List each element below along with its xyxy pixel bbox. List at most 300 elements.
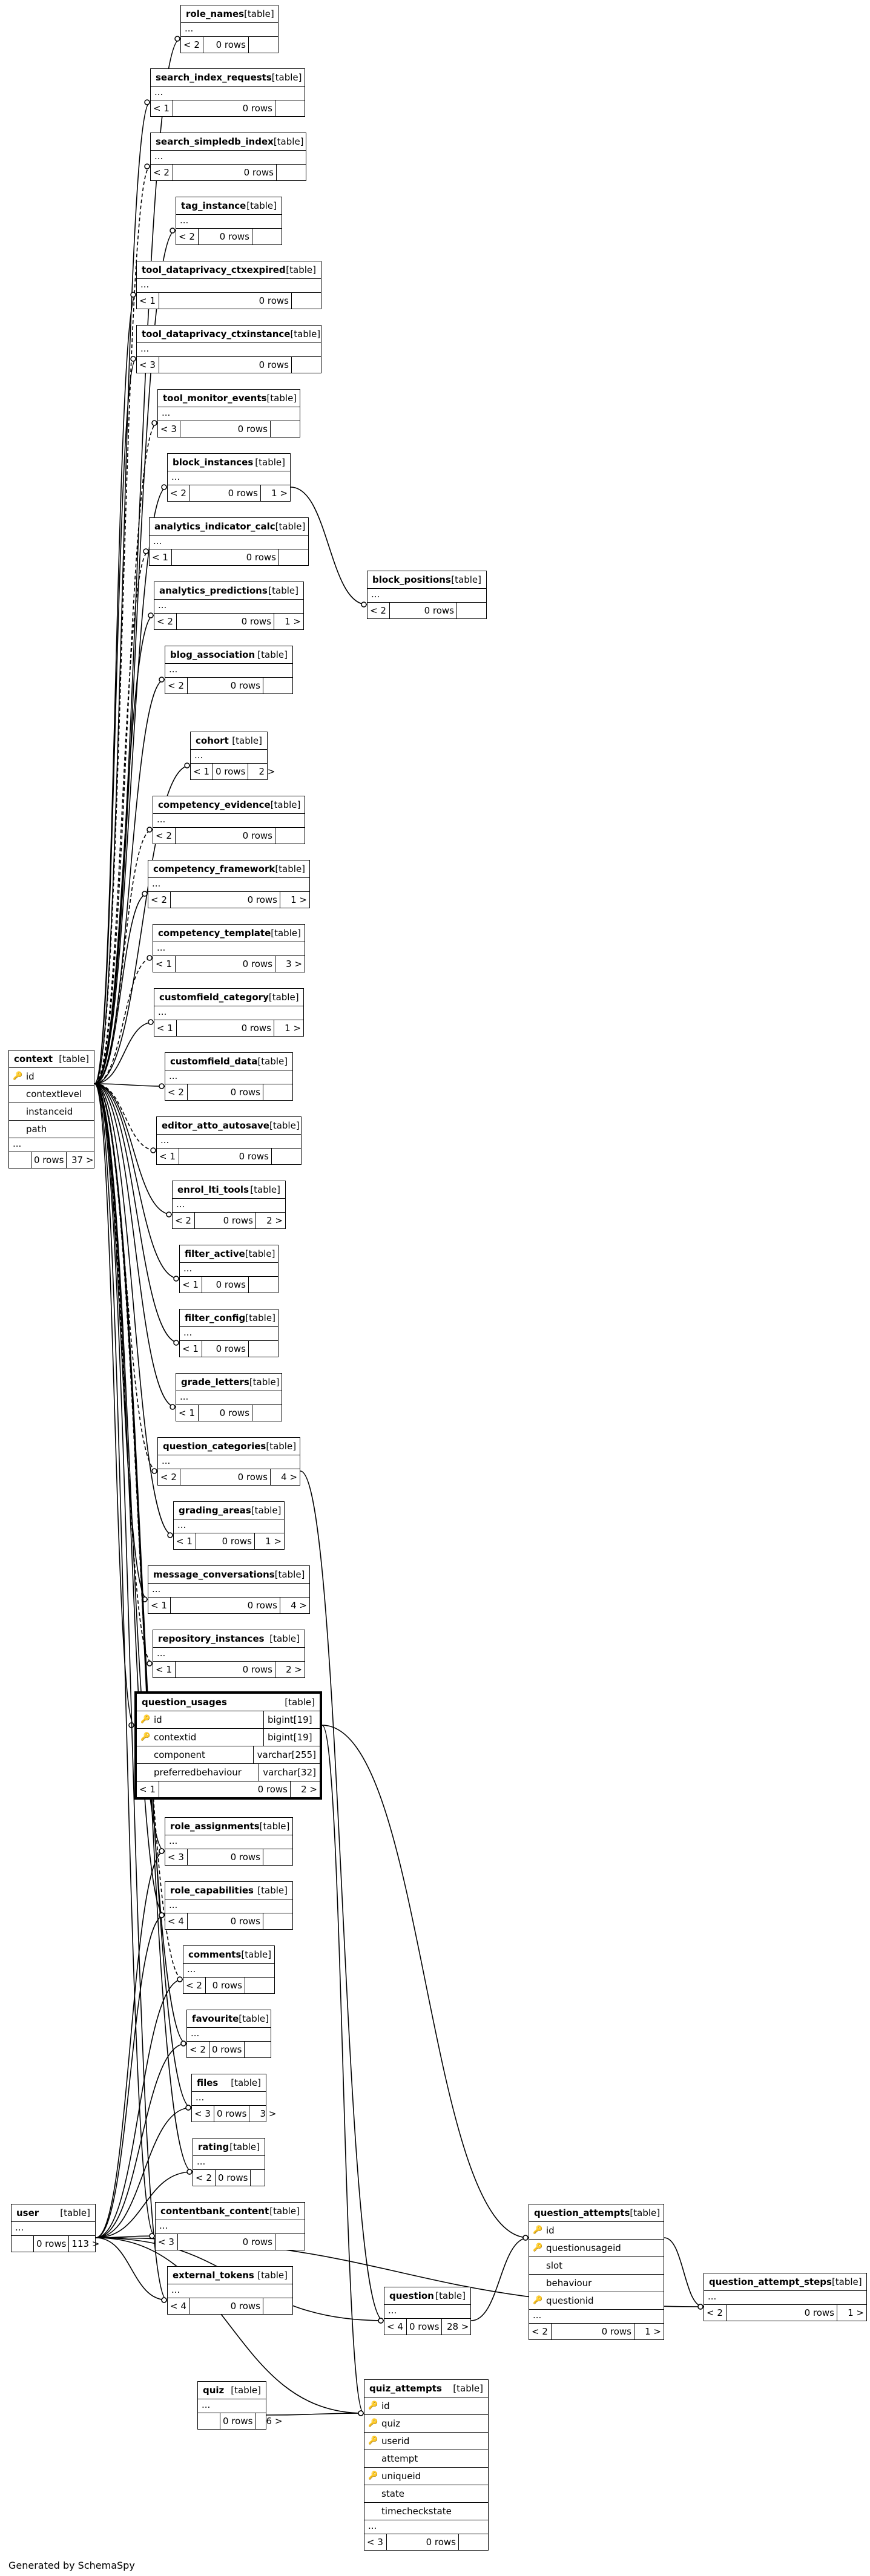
table-enrol-lti-tools[interactable] bbox=[172, 1181, 286, 1229]
table-search-index-requests[interactable] bbox=[150, 68, 305, 117]
table-competency-framework[interactable] bbox=[148, 860, 310, 908]
table-name: cohort bbox=[196, 735, 229, 746]
key-icon: 🔑 bbox=[533, 2226, 543, 2235]
table-block-positions[interactable] bbox=[367, 571, 487, 619]
table-name: quiz bbox=[203, 2385, 225, 2396]
row-count: 0 rows bbox=[199, 229, 252, 244]
table-header bbox=[150, 518, 308, 536]
table-footer bbox=[180, 1277, 278, 1293]
parents-count: < 4 bbox=[168, 2298, 190, 2314]
ellipsis: ... bbox=[154, 1006, 303, 1020]
relationship-endpoint bbox=[358, 2411, 363, 2416]
table-footer bbox=[384, 2319, 470, 2335]
column-type: varchar[32] bbox=[259, 1764, 320, 1781]
table-header bbox=[367, 571, 486, 589]
table-name: filter_config bbox=[185, 1313, 246, 1323]
table-name: rating bbox=[198, 2142, 229, 2152]
relationship-endpoint bbox=[142, 891, 147, 896]
column-name: userid bbox=[381, 2436, 410, 2447]
key-icon: 🔑 bbox=[13, 1072, 23, 1081]
table-name: role_assignments bbox=[170, 1821, 260, 1832]
row-count: 0 rows bbox=[171, 1598, 280, 1613]
parents-count: < 2 bbox=[183, 1978, 206, 1993]
relationship-endpoint bbox=[361, 602, 366, 607]
relationship-user-role-capabilities bbox=[96, 1915, 165, 2238]
table-footer bbox=[180, 1341, 278, 1357]
ellipsis: ... bbox=[158, 1455, 300, 1469]
relationship-endpoint bbox=[174, 1340, 179, 1345]
column-name: timecheckstate bbox=[381, 2506, 452, 2517]
ellipsis: ... bbox=[157, 1135, 301, 1149]
table-name: editor_atto_autosave bbox=[162, 1120, 269, 1131]
ellipsis: ... bbox=[174, 1519, 284, 1533]
parents-count: < 3 bbox=[137, 357, 159, 373]
table-kind: [table] bbox=[275, 521, 306, 532]
table-name: search_index_requests bbox=[156, 72, 272, 83]
table-name: comments bbox=[188, 1949, 242, 1960]
ellipsis: ... bbox=[153, 942, 305, 956]
table-kind: [table] bbox=[285, 1697, 315, 1708]
table-quiz[interactable] bbox=[197, 2381, 283, 2430]
table-footer bbox=[154, 614, 303, 629]
table-kind: [table] bbox=[435, 2290, 466, 2301]
key-icon: 🔑 bbox=[140, 1715, 151, 1724]
table-kind: [table] bbox=[271, 928, 301, 939]
table-competency-evidence[interactable] bbox=[153, 796, 305, 844]
table-name: customfield_category bbox=[159, 992, 269, 1003]
parents-count: < 1 bbox=[137, 293, 159, 309]
table-header bbox=[9, 1050, 94, 1068]
table-kind: [table] bbox=[232, 735, 262, 746]
table-footer bbox=[158, 1469, 300, 1485]
ellipsis: ... bbox=[180, 1263, 278, 1277]
parents-count: < 2 bbox=[154, 614, 177, 629]
ellipsis: ... bbox=[137, 279, 321, 293]
row-count: 0 rows bbox=[213, 764, 248, 779]
table-header bbox=[157, 1117, 301, 1135]
ellipsis: ... bbox=[153, 814, 305, 828]
table-footer bbox=[168, 2298, 292, 2314]
children-count bbox=[252, 229, 282, 244]
table-grade-letters[interactable] bbox=[176, 1373, 282, 1421]
column-row bbox=[364, 2433, 488, 2450]
parents-count: < 1 bbox=[154, 1020, 177, 1036]
table-question[interactable] bbox=[384, 2287, 471, 2335]
table-header bbox=[384, 2287, 470, 2305]
table-footer bbox=[165, 1913, 292, 1929]
table-kind: [table] bbox=[246, 200, 277, 211]
parents-count: < 1 bbox=[180, 1277, 202, 1293]
children-count bbox=[263, 1849, 292, 1865]
relationship-endpoint bbox=[159, 677, 164, 682]
table-name: external_tokens bbox=[173, 2270, 254, 2281]
children-count bbox=[263, 1084, 292, 1100]
ellipsis: ... bbox=[151, 87, 305, 100]
table-kind: [table] bbox=[60, 2207, 90, 2218]
table-kind: [table] bbox=[290, 329, 321, 339]
row-count: 0 rows bbox=[159, 357, 292, 373]
ellipsis: ... bbox=[529, 2310, 664, 2324]
row-count: 0 rows bbox=[171, 892, 280, 908]
column-type: bigint[19] bbox=[263, 1711, 320, 1728]
table-footer bbox=[157, 1149, 301, 1164]
table-footer bbox=[137, 1781, 320, 1797]
table-tag-instance[interactable] bbox=[176, 197, 282, 245]
parents-count: < 1 bbox=[176, 1405, 199, 1421]
table-analytics-indicator-calc[interactable] bbox=[149, 517, 309, 566]
table-header bbox=[165, 646, 292, 664]
table-analytics-predictions[interactable] bbox=[154, 582, 304, 630]
table-name: contentbank_content bbox=[160, 2206, 269, 2217]
ellipsis: ... bbox=[153, 1648, 305, 1662]
ellipsis: ... bbox=[176, 1391, 282, 1405]
column-row bbox=[529, 2275, 664, 2292]
row-count: 0 rows bbox=[190, 485, 261, 501]
relationship-context-customfield-data bbox=[94, 1084, 165, 1086]
parents-count: < 2 bbox=[168, 485, 190, 501]
table-footer bbox=[193, 2170, 265, 2186]
relationship-endpoint bbox=[168, 1533, 173, 1538]
column-row bbox=[529, 2222, 664, 2240]
column-row bbox=[9, 1103, 94, 1121]
table-name: analytics_indicator_calc bbox=[154, 521, 275, 532]
row-count: 0 rows bbox=[173, 165, 277, 180]
ellipsis: ... bbox=[193, 2156, 265, 2170]
row-count: 0 rows bbox=[188, 1849, 263, 1865]
table-footer bbox=[168, 485, 290, 501]
column-row bbox=[137, 1746, 320, 1764]
table-editor-atto-autosave[interactable] bbox=[156, 1116, 302, 1165]
parents-count: < 3 bbox=[165, 1849, 188, 1865]
table-kind: [table] bbox=[286, 264, 316, 275]
children-count: 2 > bbox=[266, 1215, 283, 1226]
column-name: preferredbehaviour bbox=[154, 1767, 242, 1778]
column-row bbox=[137, 1764, 320, 1781]
table-question-attempts[interactable] bbox=[529, 2204, 664, 2340]
row-count: 0 rows bbox=[220, 2413, 255, 2429]
ellipsis: ... bbox=[148, 878, 309, 892]
children-count: 3 > bbox=[286, 959, 302, 969]
parents-count: < 2 bbox=[704, 2305, 727, 2321]
row-count: 0 rows bbox=[188, 1084, 263, 1100]
table-kind: [table] bbox=[231, 2077, 261, 2088]
relationship-endpoint bbox=[181, 2041, 186, 2046]
table-tool-dataprivacy-ctxexpired[interactable] bbox=[136, 261, 321, 309]
table-header bbox=[168, 2267, 292, 2284]
table-header bbox=[176, 197, 282, 215]
children-count bbox=[275, 100, 305, 116]
relationship-endpoint bbox=[186, 2105, 191, 2110]
table-name: block_positions bbox=[372, 574, 451, 585]
column-name: behaviour bbox=[546, 2278, 592, 2289]
row-count: 0 rows bbox=[176, 828, 275, 844]
table-kind: [table] bbox=[257, 649, 288, 660]
row-count: 0 rows bbox=[190, 2298, 263, 2314]
relationship-endpoint bbox=[187, 2169, 192, 2174]
relationship-endpoint bbox=[151, 1148, 156, 1153]
table-kind: [table] bbox=[255, 457, 285, 468]
row-count: 0 rows bbox=[177, 1020, 274, 1036]
table-header bbox=[148, 860, 309, 878]
footer-credit: Generated by SchemaSpy bbox=[8, 2560, 135, 2571]
row-count: 0 rows bbox=[209, 2042, 245, 2057]
table-customfield-data[interactable] bbox=[165, 1052, 293, 1101]
table-customfield-category[interactable] bbox=[154, 988, 304, 1037]
children-count bbox=[245, 1978, 274, 1993]
table-role-assignments[interactable] bbox=[165, 1817, 293, 1866]
parents-count: < 2 bbox=[176, 229, 199, 244]
table-footer bbox=[187, 2042, 271, 2057]
table-name: question_attempt_steps bbox=[709, 2276, 832, 2287]
relationship-endpoint bbox=[175, 36, 180, 41]
table-rating[interactable] bbox=[193, 2138, 265, 2186]
children-count: 4 > bbox=[291, 1600, 307, 1611]
ellipsis: ... bbox=[364, 2520, 488, 2534]
relationship-context-analytics-predictions bbox=[94, 615, 154, 1084]
children-count: 1 > bbox=[285, 1023, 301, 1034]
row-count: 0 rows bbox=[195, 1213, 256, 1228]
table-question-attempt-steps[interactable] bbox=[704, 2273, 867, 2321]
column-name: id bbox=[381, 2401, 390, 2411]
table-role-capabilities[interactable] bbox=[165, 1881, 293, 1930]
ellipsis: ... bbox=[9, 1138, 94, 1152]
table-kind: [table] bbox=[266, 393, 297, 404]
table-name: enrol_lti_tools bbox=[177, 1184, 249, 1195]
column-row bbox=[364, 2450, 488, 2468]
row-count: 0 rows bbox=[159, 293, 292, 309]
table-comments[interactable] bbox=[183, 1945, 275, 1994]
row-count: 0 rows bbox=[176, 956, 275, 972]
relationship-endpoint bbox=[174, 1276, 179, 1281]
table-tool-dataprivacy-ctxinstance[interactable] bbox=[136, 325, 321, 373]
column-row bbox=[529, 2257, 664, 2275]
ellipsis: ... bbox=[192, 2092, 266, 2106]
children-count: 1 > bbox=[265, 1536, 282, 1547]
relationship-endpoint bbox=[162, 485, 166, 490]
ellipsis: ... bbox=[158, 407, 300, 421]
table-name: grading_areas bbox=[179, 1505, 251, 1516]
children-count bbox=[263, 678, 292, 693]
ellipsis: ... bbox=[151, 151, 306, 165]
table-block-instances[interactable] bbox=[167, 453, 291, 502]
column-name: questionid bbox=[546, 2295, 594, 2306]
relationship-endpoint bbox=[162, 2298, 166, 2302]
children-count bbox=[251, 2170, 280, 2186]
table-footer bbox=[165, 1849, 292, 1865]
parents-count: < 1 bbox=[180, 1341, 202, 1357]
table-kind: [table] bbox=[269, 1120, 300, 1131]
table-filter-active[interactable] bbox=[179, 1245, 278, 1293]
ellipsis: ... bbox=[198, 2399, 266, 2413]
table-kind: [table] bbox=[831, 2276, 862, 2287]
table-grading-areas[interactable] bbox=[173, 1501, 285, 1550]
children-count bbox=[459, 2534, 488, 2550]
table-tool-monitor-events[interactable] bbox=[157, 389, 300, 438]
table-kind: [table] bbox=[257, 2270, 288, 2281]
table-header bbox=[153, 1630, 305, 1648]
relationship-endpoint bbox=[159, 1849, 164, 1853]
table-header bbox=[180, 1309, 278, 1327]
table-kind: [table] bbox=[245, 1248, 275, 1259]
ellipsis: ... bbox=[154, 600, 303, 614]
table-footer bbox=[150, 549, 308, 565]
table-footer bbox=[137, 293, 321, 309]
table-role-names[interactable] bbox=[180, 5, 278, 53]
table-question-categories[interactable] bbox=[157, 1437, 300, 1486]
row-count: 0 rows bbox=[172, 549, 279, 565]
column-name: quiz bbox=[381, 2418, 401, 2429]
parents-count: < 2 bbox=[181, 37, 203, 53]
row-count: 0 rows bbox=[31, 1152, 67, 1168]
children-count bbox=[292, 293, 321, 309]
table-header bbox=[154, 582, 303, 600]
ellipsis: ... bbox=[156, 2220, 305, 2234]
table-footer bbox=[137, 357, 321, 373]
relationship-endpoint bbox=[185, 763, 189, 768]
children-count: 6 > bbox=[266, 2416, 283, 2427]
table-name: tool_dataprivacy_ctxinstance bbox=[142, 329, 291, 339]
children-count bbox=[245, 2042, 274, 2057]
table-header bbox=[191, 732, 267, 750]
table-kind: [table] bbox=[271, 72, 302, 83]
column-name: id bbox=[26, 1071, 35, 1082]
children-count bbox=[271, 421, 300, 437]
children-count: 1 > bbox=[291, 894, 307, 905]
parents-count: < 2 bbox=[193, 2170, 216, 2186]
ellipsis: ... bbox=[12, 2222, 95, 2236]
relationship-endpoint bbox=[148, 613, 153, 618]
parents-count: < 1 bbox=[151, 100, 173, 116]
relationship-endpoint bbox=[170, 1404, 175, 1409]
table-message-conversations[interactable] bbox=[148, 1565, 310, 1614]
relationship-endpoint bbox=[147, 827, 152, 832]
foreign-key-icon: 🔑 bbox=[533, 2243, 543, 2252]
table-cohort[interactable] bbox=[190, 732, 275, 780]
children-count bbox=[275, 2234, 305, 2250]
relationship-context-repository-instances bbox=[94, 1084, 153, 1663]
table-name: customfield_data bbox=[170, 1056, 258, 1067]
table-footer bbox=[173, 1213, 285, 1228]
table-question-usages[interactable] bbox=[134, 1691, 322, 1800]
ellipsis: ... bbox=[181, 23, 278, 37]
parents-count: < 2 bbox=[173, 1213, 195, 1228]
table-blog-association[interactable] bbox=[165, 646, 293, 694]
table-kind: [table] bbox=[269, 1633, 300, 1644]
table-header bbox=[137, 261, 321, 279]
table-name: filter_active bbox=[185, 1248, 245, 1259]
column-name: contextid bbox=[154, 1732, 197, 1743]
column-row bbox=[9, 1086, 94, 1103]
table-footer bbox=[9, 1152, 94, 1168]
table-filter-config[interactable] bbox=[179, 1309, 278, 1357]
table-kind: [table] bbox=[251, 1505, 282, 1516]
row-count: 0 rows bbox=[179, 1149, 272, 1164]
table-kind: [table] bbox=[268, 992, 299, 1003]
table-header bbox=[183, 1946, 274, 1964]
table-kind: [table] bbox=[245, 1313, 275, 1323]
column-row bbox=[529, 2240, 664, 2257]
column-name: slot bbox=[546, 2260, 563, 2271]
table-contentbank-content[interactable] bbox=[155, 2202, 305, 2250]
table-favourite[interactable] bbox=[186, 2010, 271, 2058]
relationship-categories-question bbox=[300, 1471, 384, 2321]
relationship-endpoint bbox=[131, 292, 136, 297]
table-kind: [table] bbox=[239, 2013, 269, 2024]
row-count: 0 rows bbox=[216, 2170, 251, 2186]
parents-count: < 3 bbox=[364, 2534, 387, 2550]
table-kind: [table] bbox=[231, 2385, 261, 2396]
table-header bbox=[181, 5, 278, 23]
table-kind: [table] bbox=[266, 1441, 297, 1452]
column-row bbox=[137, 1711, 320, 1729]
children-count bbox=[263, 1913, 292, 1929]
relationship-endpoint bbox=[152, 421, 157, 425]
table-footer bbox=[154, 1020, 303, 1036]
row-count: 0 rows bbox=[159, 1781, 291, 1797]
row-count: 0 rows bbox=[188, 1913, 263, 1929]
parents-count: < 2 bbox=[148, 892, 171, 908]
relationship-endpoint bbox=[131, 356, 136, 361]
table-name: repository_instances bbox=[158, 1633, 265, 1644]
table-kind: [table] bbox=[630, 2207, 661, 2218]
table-files[interactable] bbox=[191, 2074, 277, 2122]
table-name: tool_monitor_events bbox=[163, 393, 267, 404]
column-row bbox=[9, 1068, 94, 1086]
table-footer bbox=[148, 892, 309, 908]
table-user[interactable] bbox=[11, 2204, 100, 2252]
table-name: files bbox=[197, 2077, 219, 2088]
column-name: component bbox=[154, 1749, 205, 1760]
children-count: 37 > bbox=[71, 1155, 94, 1165]
table-footer bbox=[176, 1405, 282, 1421]
table-header bbox=[153, 925, 305, 942]
table-footer bbox=[183, 1978, 274, 1993]
relationship-endpoint bbox=[148, 1020, 153, 1024]
column-type: bigint[19] bbox=[263, 1729, 320, 1746]
table-footer bbox=[367, 603, 486, 618]
table-footer bbox=[198, 2413, 283, 2429]
parents-count: < 1 bbox=[153, 956, 176, 972]
table-header bbox=[137, 1694, 320, 1711]
parents-count: < 3 bbox=[156, 2234, 178, 2250]
table-footer bbox=[153, 1662, 305, 1677]
table-context[interactable] bbox=[8, 1050, 94, 1168]
row-count: 0 rows bbox=[387, 2534, 459, 2550]
table-name: tool_dataprivacy_ctxexpired bbox=[142, 264, 286, 275]
ellipsis: ... bbox=[173, 1199, 285, 1213]
parents-count: < 1 bbox=[157, 1149, 179, 1164]
table-header bbox=[137, 326, 321, 343]
row-count: 0 rows bbox=[180, 1469, 271, 1485]
ellipsis: ... bbox=[180, 1327, 278, 1341]
table-header bbox=[704, 2273, 866, 2291]
foreign-key-icon: 🔑 bbox=[140, 1732, 151, 1742]
parents-count bbox=[198, 2413, 220, 2429]
table-search-simpledb-index[interactable] bbox=[150, 133, 306, 181]
table-kind: [table] bbox=[275, 864, 306, 874]
parents-count: < 4 bbox=[165, 1913, 188, 1929]
table-competency-template[interactable] bbox=[153, 924, 305, 972]
column-row bbox=[364, 2468, 488, 2485]
table-quiz-attempts[interactable] bbox=[364, 2379, 489, 2551]
table-header bbox=[151, 133, 306, 151]
table-footer bbox=[151, 165, 306, 180]
children-count bbox=[292, 357, 321, 373]
table-repository-instances[interactable] bbox=[153, 1630, 305, 1678]
table-external-tokens[interactable] bbox=[167, 2266, 293, 2315]
relationship-endpoint bbox=[378, 2318, 383, 2323]
column-name: questionusageid bbox=[546, 2243, 621, 2253]
